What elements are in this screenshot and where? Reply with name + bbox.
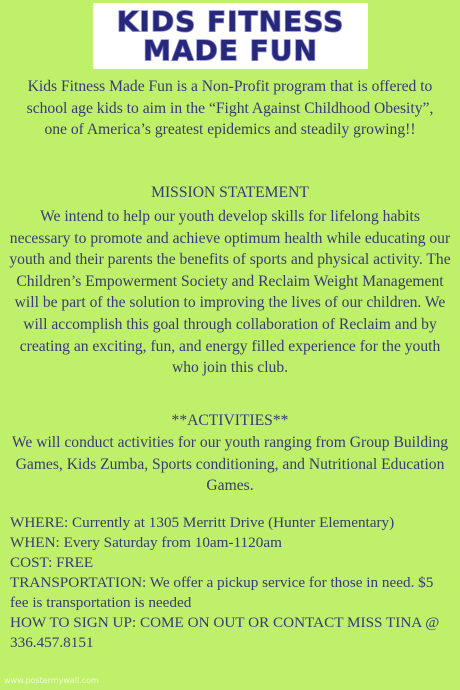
cost-line: COST: FREE (10, 554, 94, 571)
flyer-logo (93, 3, 368, 69)
activities-paragraph: We will conduct activities for our youth ranging from Group Building Games, Kids Zumba, Sports conditioning, and Nutritional Education Games. (11, 434, 449, 495)
logo-line-1: KIDS FITNESS (116, 5, 345, 38)
event-details (10, 513, 450, 653)
intro-paragraph: Kids Fitness Made Fun is a Non-Profit program that is offered to school age kids to aim in the “Fight Against Childhood Obesity”, one of America’s greatest epidemics and steadily growing!! (26, 78, 434, 139)
signup-line: HOW TO SIGN UP: COME ON OUT OR CONTACT MISS TINA @ 336.457.8151 (10, 614, 440, 651)
logo-line-2: MADE FUN (143, 34, 318, 67)
activities-heading: **ACTIVITIES** (171, 412, 289, 429)
watermark: www.postermywall.com (4, 676, 99, 685)
transportation-line: TRANSPORTATION: We offer a pickup service for those in need. $5 fee is transportation is needed (10, 574, 434, 611)
mission-paragraph: We intend to help our youth develop skills for lifelong habits necessary to promote and achieve optimum health while educating our youth and their parents the benefits of sports and physical activity. The Children’s Empowerment Society and Reclaim Weight Management will be part of the solution to improving the lives of our children. We will accomplish this goal through collaboration of Reclaim and by creating an exciting, fun, and energy filled experience for the youth who join this club. (9, 208, 451, 377)
when-line: WHEN: Every Saturday from 10am-1120am (10, 534, 282, 551)
mission-heading: MISSION STATEMENT (151, 184, 309, 201)
where-line: WHERE: Currently at 1305 Merritt Drive (Hunter Elementary) (10, 514, 395, 531)
